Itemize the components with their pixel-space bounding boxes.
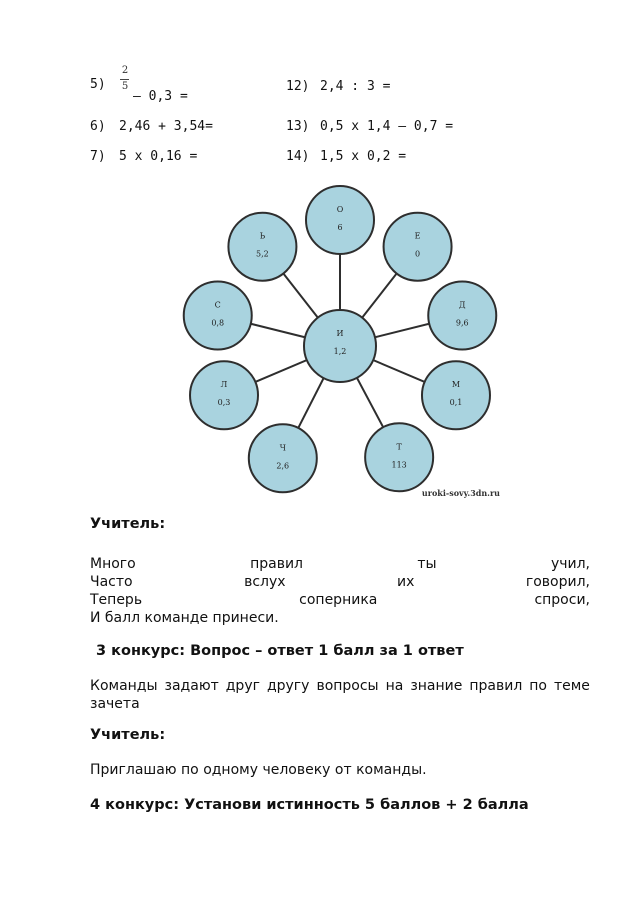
petal-letter: М [451, 380, 461, 390]
petal-circle [184, 282, 252, 350]
teacher-label: Учитель: [90, 516, 166, 532]
exercise-number: 6) [90, 119, 106, 134]
contest-3-text-line-1 [90, 678, 590, 694]
exercise-expression: 5 x 0,16 = [119, 149, 198, 164]
petal-circle [365, 423, 433, 491]
poem-line-3 [90, 592, 590, 608]
poem-word: Часто [90, 574, 133, 590]
petal-3 [428, 282, 496, 350]
petal-circle [384, 213, 452, 281]
petal-value: 2,6 [276, 461, 290, 471]
flower-center [304, 310, 376, 382]
poem-word: Теперь [90, 592, 143, 608]
exercise-number: 5) [90, 77, 106, 92]
text-word: на [385, 678, 404, 694]
text-word: друг [225, 678, 260, 694]
text-word: правил [469, 678, 523, 694]
teacher-label: Учитель: [90, 727, 166, 743]
petal-letter: С [214, 300, 221, 310]
petal-circle [306, 186, 374, 254]
petal-4 [422, 361, 490, 429]
watermark: uroki-sovy.3dn.ru [421, 488, 500, 498]
exercise-number: 7) [90, 149, 106, 164]
poem-word: учил, [550, 556, 590, 572]
center-value: 1,2 [333, 347, 347, 356]
poem-word: Много [90, 556, 136, 572]
exercise-expression: – 0,3 = [133, 89, 188, 104]
poem-word: правил [250, 556, 303, 572]
poem-word: соперника [299, 592, 378, 608]
petal-circle [428, 282, 496, 350]
text-word: другу [266, 678, 310, 694]
exercise-expression: 0,5 x 1,4 – 0,7 = [320, 119, 454, 134]
petal-circle [190, 361, 258, 429]
petal-circle [422, 361, 490, 429]
petal-letter: Л [220, 380, 228, 390]
petal-letter: О [336, 205, 344, 214]
poem-line-2 [90, 574, 590, 590]
petal-7 [190, 361, 258, 429]
poem-word: говорил, [525, 574, 590, 590]
contest-4-title: 4 конкурс: Установи истинность 5 баллов + 2 балла [90, 797, 529, 813]
text-word: по [529, 678, 547, 694]
invite-text: Приглашаю по одному человеку от команды. [90, 762, 427, 778]
petal-value: 6 [337, 223, 343, 232]
poem-word: их [397, 574, 415, 590]
poem-line-4: И балл команде принеси. [90, 610, 279, 626]
text-word: Команды [90, 678, 158, 694]
petal-letter: Д [458, 300, 466, 310]
text-word: знание [410, 678, 463, 694]
text-word: вопросы [316, 678, 379, 694]
exercise-expression: 2,4 : 3 = [320, 79, 391, 94]
petal-letter: Т [396, 442, 402, 452]
petal-circle [228, 213, 296, 281]
fraction-bar [120, 79, 129, 80]
petal-1 [306, 186, 374, 254]
center-circle [304, 310, 376, 382]
center-letter: И [336, 329, 344, 338]
exercise-expression: 1,5 x 0,2 = [320, 149, 407, 164]
petal-6 [249, 424, 317, 492]
petal-letter: Ч [279, 443, 286, 453]
petal-value: 0,8 [211, 318, 225, 328]
petal-value: 9,6 [455, 318, 469, 328]
contest-3-title: 3 конкурс: Вопрос – ответ 1 балл за 1 ответ [96, 643, 464, 659]
petal-8 [184, 282, 252, 350]
petal-2 [384, 213, 452, 281]
text-word: задают [164, 678, 219, 694]
exercise-number: 14) [286, 149, 310, 164]
poem-word: вслух [244, 574, 286, 590]
exercise-number: 13) [286, 119, 310, 134]
fraction-denominator: 5 [121, 81, 129, 92]
exercise-number: 12) [286, 79, 310, 94]
petal-value: 113 [391, 460, 407, 470]
exercise-expression: 2,46 + 3,54= [119, 119, 213, 134]
poem-word: ты [417, 556, 437, 572]
petal-circle [249, 424, 317, 492]
petal-letter: Е [414, 231, 421, 241]
petal-value: 5,2 [256, 249, 269, 259]
poem-line-1 [90, 556, 590, 572]
poem-word: спроси, [534, 592, 590, 608]
petal-letter: Ь [259, 231, 266, 241]
fraction-numerator: 2 [121, 65, 129, 76]
petal-value: 0,3 [217, 398, 231, 408]
contest-3-text-line-2: зачета [90, 696, 140, 712]
text-word: теме [553, 678, 590, 694]
petal-value: 0,1 [449, 398, 463, 408]
petal-5 [365, 423, 433, 491]
flower-diagram [170, 182, 510, 502]
petal-9 [228, 213, 296, 281]
petal-value: 0 [415, 249, 421, 259]
